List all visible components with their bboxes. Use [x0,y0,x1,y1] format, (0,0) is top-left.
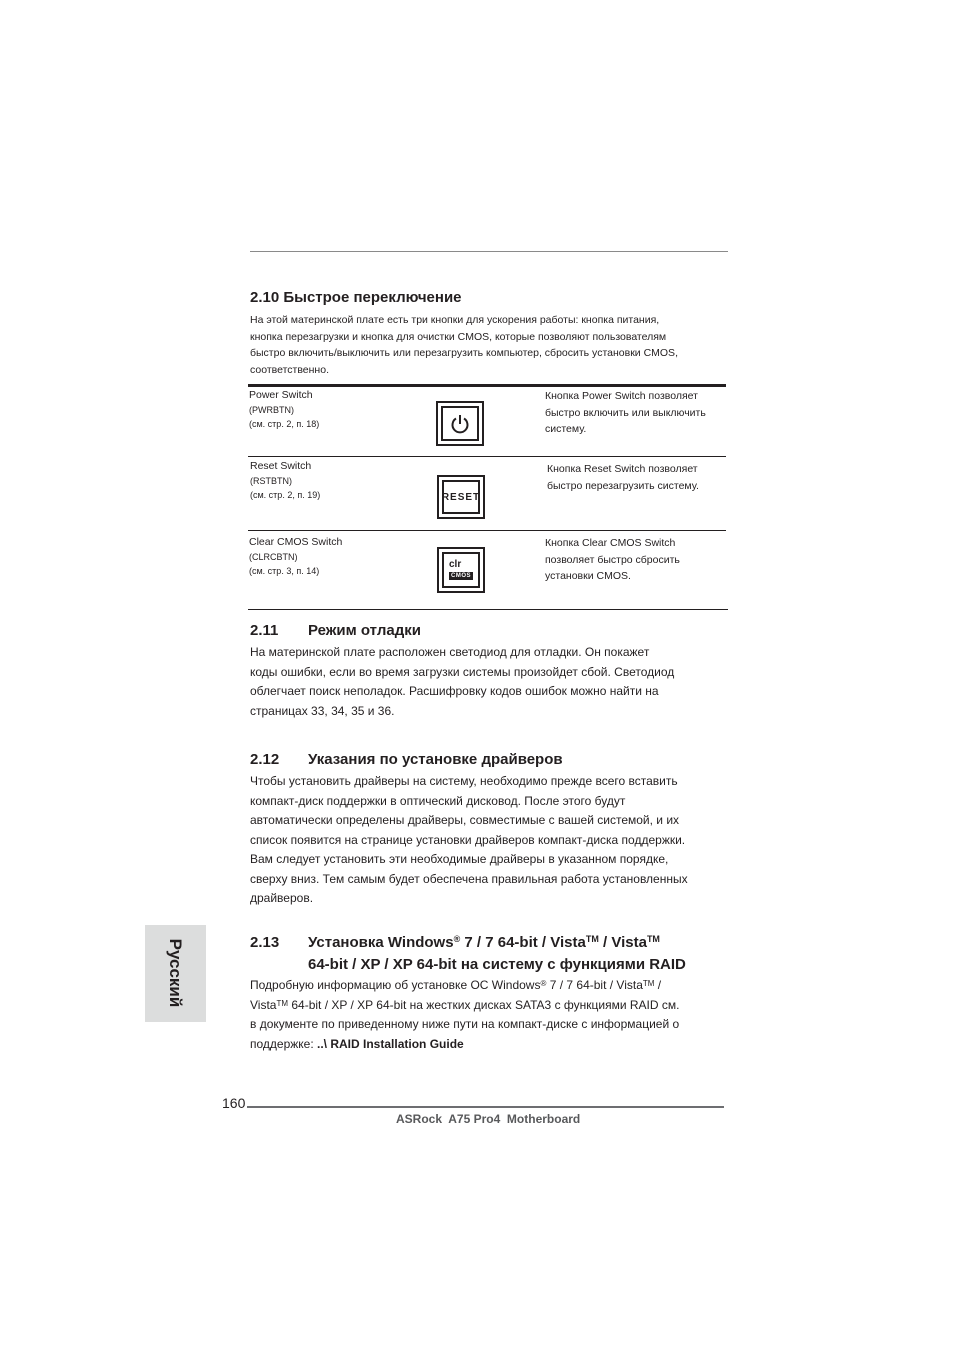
footer-rule [247,1106,724,1108]
section-2-12-heading: 2.12 Указания по установке драйверов [250,751,563,768]
power-switch-labels: Power Switch (PWRBTN) (см. стр. 2, п. 18) [249,389,320,429]
language-side-tab [145,925,206,1022]
reset-switch-description: Кнопка Reset Switch позволяет быстро перезагрузить систему. [547,463,699,492]
section-2-13-body: Подробную информацию об установке ОС Windows® 7 / 7 64-bit / Vista™ / Vista™ 64-bit / XP / XP 64-bit на жестких дисках SATA3 с функциями RAID см. в документе по приведенному ниже пути на компакт-диске с информацией о поддержке: ..\ RAID Installation Guide [250,978,680,1051]
power-icon [436,401,484,446]
reset-icon: RESET [437,475,485,519]
table-bottom-rule [248,609,728,610]
section-2-13-heading: 2.13 Установка Windows® 7 / 7 64-bit / Vista™ / Vista™ 64-bit / XP / XP 64-bit на систему с функциями RAID [250,934,686,973]
page-number: 160 [222,1095,246,1111]
language-label: Русский [166,938,185,1008]
table-row-power-switch [248,387,726,455]
clear-cmos-switch-labels: Clear CMOS Switch (CLRCBTN) (см. стр. 3, п. 14) [249,536,343,576]
clear-cmos-switch-description: Кнопка Clear CMOS Switch позволяет быстро сбросить установки CMOS. [545,537,680,582]
reset-switch-labels: Reset Switch (RSTBTN) (см. стр. 2, п. 19) [250,460,321,500]
section-2-12-body: Чтобы установить драйверы на систему, необходимо прежде всего вставить компакт-диск поддержки в оптический дисковод. После этого будут автоматически определены драйверы, совместимые с вашей системой, и их список появится на странице установки драйверов компакт-диска поддержки. Вам следует установить эти необходимые драйверы в указанном порядке, сверху вниз. Тем самым будет обеспечена правильная работа установленных драйверов. [250,774,688,905]
section-2-11-body: На материнской плате расположен светодиод для отладки. Он покажет коды ошибки, если во время загрузки системы произойдет сбой. Светодиод облегчает поиск неполадок. Расшифровку кодов ошибок можно найти на страницах 33, 34, 35 и 36. [250,645,675,718]
section-2-10-heading: 2.10 Быстрое переключение [250,289,462,306]
table-row-clear-cmos-switch [248,532,726,608]
section-2-10-intro: На этой материнской плате есть три кнопки для ускорения работы: кнопка питания, кнопка перезагрузки и кнопка для очистки CMOS, которые позволяют пользователям быстро включить/выключить или перезагрузить компьютер, сбросить установки CMOS, соответственно. [250,314,678,376]
top-rule [250,251,728,252]
table-row-divider [248,456,726,457]
section-2-11-heading: 2.11 Режим отладки [250,622,421,639]
table-row-reset-switch [248,458,726,528]
clear-cmos-icon: clr CMOS [437,547,485,593]
power-switch-description: Кнопка Power Switch позволяет быстро включить или выключить систему. [545,390,706,435]
table-row-divider [248,530,726,531]
footer-product-name: ASRock A75 Pro4 Motherboard [396,1112,581,1126]
